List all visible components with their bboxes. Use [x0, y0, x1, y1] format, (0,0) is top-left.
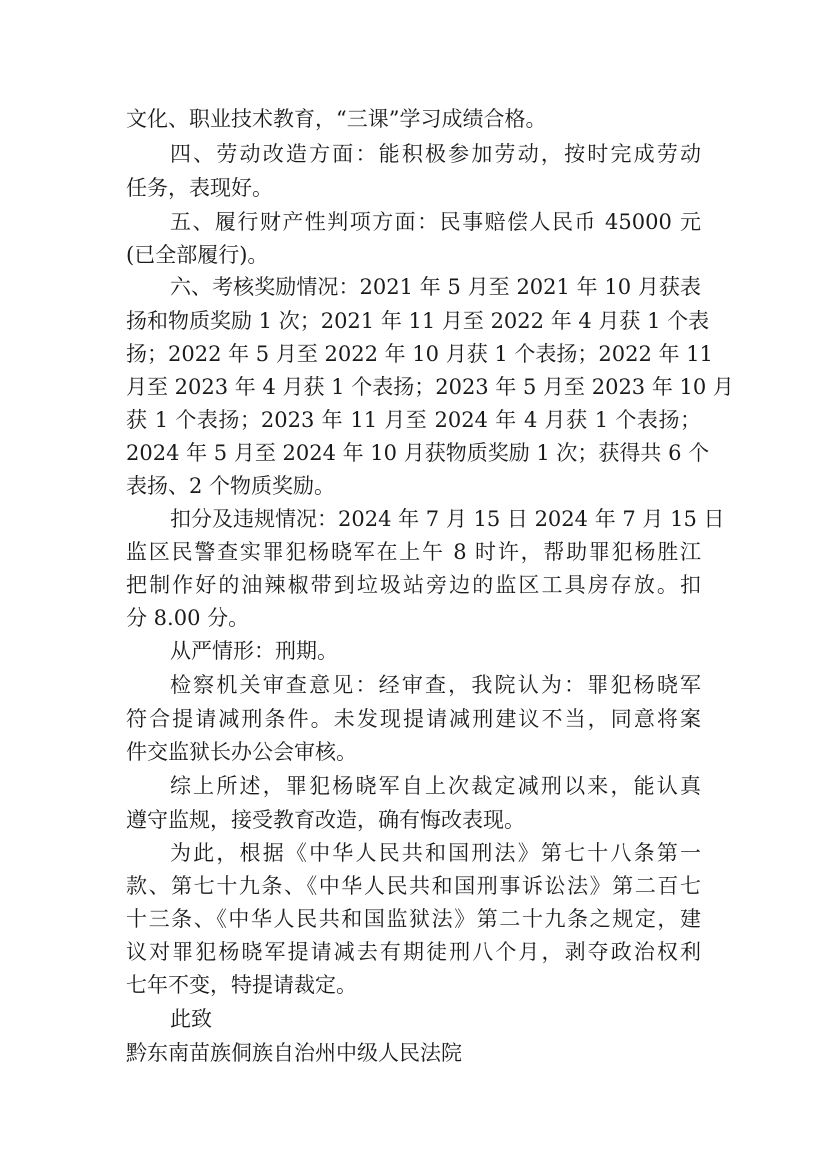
- salutation: 此致: [170, 1007, 212, 1031]
- text-line: 议对罪犯杨晓军提请减去有期徒刑八个月，剥夺政治权利: [126, 940, 701, 964]
- text-line: 七年不变，特提请裁定。: [126, 973, 357, 997]
- text-line: 月至 2023 年 4 月获 1 个表扬；2023 年 5 月至 2023 年 10 月: [126, 375, 734, 399]
- text-line: 四、劳动改造方面：能积极参加劳动，按时完成劳动: [170, 142, 701, 166]
- text-line: 表扬、2 个物质奖励。: [126, 474, 336, 498]
- text-line: 符合提请减刑条件。未发现提请减刑建议不当，同意将案: [126, 707, 701, 731]
- text-line: 件交监狱长办公会审核。: [126, 740, 357, 764]
- text-line: 把制作好的油辣椒带到垃圾站旁边的监区工具房存放。扣: [126, 573, 701, 597]
- text-line: 从严情形：刑期。: [170, 639, 338, 663]
- text-line: 六、考核奖励情况：2021 年 5 月至 2021 年 10 月获表: [170, 275, 701, 299]
- text-line: 款、第七十九条、《中华人民共和国刑事诉讼法》第二百七: [126, 874, 701, 898]
- text-line: 监区民警查实罪犯杨晓军在上午 8 时许，帮助罪犯杨胜江: [126, 540, 701, 564]
- text-line: 扬；2022 年 5 月至 2022 年 10 月获 1 个表扬；2022 年 11: [126, 342, 713, 366]
- text-line: 综上所述，罪犯杨晓军自上次裁定减刑以来，能认真: [170, 774, 701, 798]
- recipient: 黔东南苗族侗族自治州中级人民法院: [126, 1041, 462, 1065]
- text-line: 任务，表现好。: [126, 176, 273, 200]
- text-line: 扣分及违规情况：2024 年 7 月 15 日 2024 年 7 月 15 日: [170, 507, 725, 531]
- text-line: 2024 年 5 月至 2024 年 10 月获物质奖励 1 次；获得共 6 个: [126, 441, 710, 465]
- text-line: 检察机关审查意见：经审查，我院认为：罪犯杨晓军: [170, 673, 701, 697]
- text-line: (已全部履行)。: [126, 243, 269, 267]
- text-line: 文化、职业技术教育，“三课”学习成绩合格。: [126, 107, 547, 131]
- text-line: 五、履行财产性判项方面：民事赔偿人民币 45000 元: [170, 210, 701, 234]
- text-line: 获 1 个表扬；2023 年 11 月至 2024 年 4 月获 1 个表扬；: [126, 408, 701, 432]
- text-line: 扬和物质奖励 1 次；2021 年 11 月至 2022 年 4 月获 1 个表: [126, 309, 710, 333]
- text-line: 遵守监规，接受教育改造，确有悔改表现。: [126, 808, 525, 832]
- text-line: 分 8.00 分。: [126, 606, 250, 630]
- text-line: 为此，根据《中华人民共和国刑法》第七十八条第一: [170, 841, 701, 865]
- text-line: 十三条、《中华人民共和国监狱法》第二十九条之规定，建: [126, 907, 701, 931]
